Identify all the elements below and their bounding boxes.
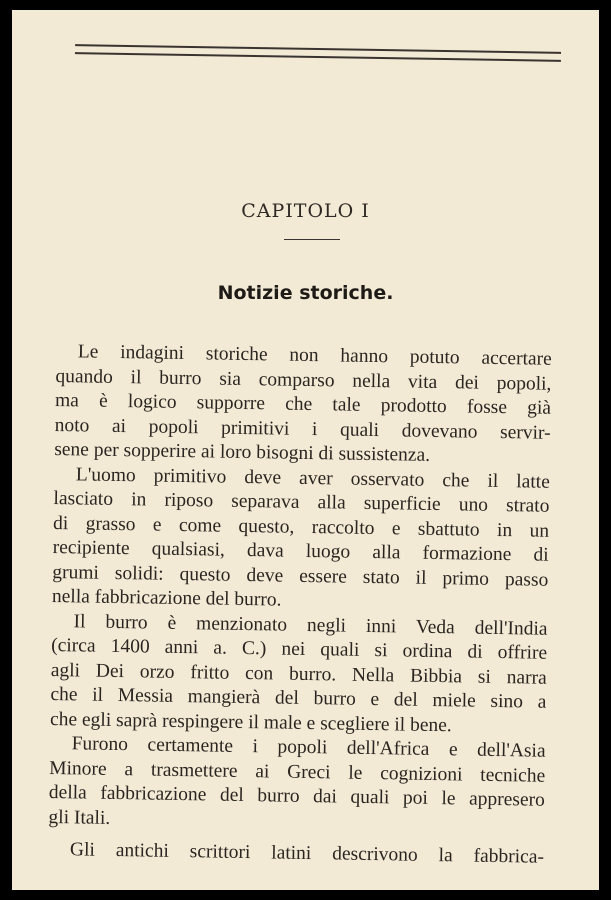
text-line: della fabbricazione del burro dai quali poi le appresero (48, 781, 545, 811)
text-line: ma è logico supporre che tale prodotto fosse già (54, 389, 552, 419)
text-line: L'uomo primitivo deve aver osservato che il latte (75, 463, 550, 493)
text-line: Minore a trasmettere ai Greci le cognizioni tecniche (49, 757, 546, 787)
text-line: Gli antichi scrittori latini descrivono la fabbrica- (69, 839, 545, 868)
text-line: lasciato in riposo separava alla superficie uno strato (53, 487, 550, 517)
top-double-rule (75, 44, 561, 62)
text-line: grumi solidi: questo deve essere stato il primo passo (52, 561, 549, 591)
paragraph (48, 732, 545, 838)
text-line: recipiente qualsiasi, dava luogo alla formazione di (52, 536, 549, 566)
body-text (48, 340, 552, 870)
text-line: Le indagini storiche non hanno potuto accertare (77, 341, 552, 370)
text-line: agli Dei orzo fritto con burro. Nella Bibbia si narra (50, 659, 547, 689)
text-line: (circa 1400 anni a. C.) nei quali si ordina di offrire (51, 634, 548, 664)
text-line: che il Messia mangierà del burro e del miele sino a (50, 683, 547, 713)
section-title: Notizie storiche. (217, 282, 394, 304)
text-line: nella fabbricazione del burro. (51, 585, 282, 611)
book-page (12, 10, 599, 890)
chapter-heading: CAPITOLO I (241, 200, 370, 222)
paragraph (48, 838, 544, 870)
paragraph (52, 462, 550, 617)
text-line: Il burro è menzionato negli inni Veda dell'India (73, 610, 548, 640)
chapter-divider (284, 239, 340, 240)
text-line: noto ai popoli primitivi i quali dovevano servir- (54, 414, 551, 444)
paragraph (50, 609, 548, 739)
text-line: Furono certamente i popoli dell'Africa e dell'Asia (71, 733, 546, 762)
text-line: sene per sopperire ai loro bisogni di sussistenza. (54, 438, 431, 466)
text-line: di grasso e come questo, raccolto e sbattuto in un (52, 512, 550, 542)
text-line: gli Itali. (48, 806, 111, 829)
text-line: che egli saprà respingere il male e scegliere il bene. (49, 708, 452, 736)
paragraph (54, 340, 552, 470)
text-line: quando il burro sia comparso nella vita dei popoli, (55, 365, 552, 395)
